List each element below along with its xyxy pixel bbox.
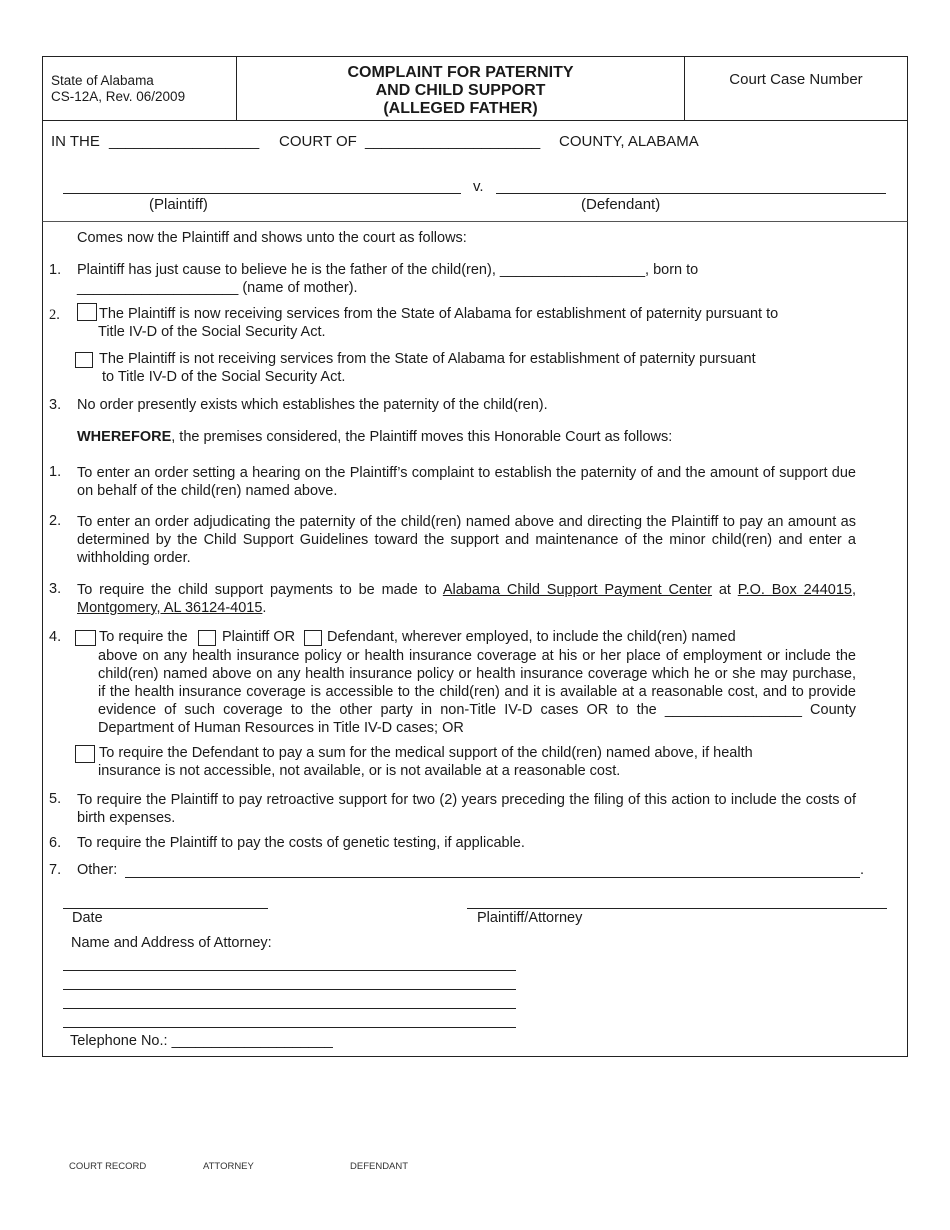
copy-court-record: COURT RECORD <box>69 1161 147 1172</box>
request-4b-line-2: insurance is not accessible, not available, or is not available at a reasonable cost. <box>98 763 621 779</box>
defendant-caption: (Defendant) <box>581 196 661 213</box>
allegation-2-number: 2. <box>49 307 60 323</box>
request-3-at: at <box>711 582 738 598</box>
defendant-option-checkbox[interactable] <box>304 630 322 646</box>
payment-center-address: P.O. Box 244015, Montgomery, AL 36124-4015 <box>77 582 856 616</box>
form-id-cell <box>43 57 237 120</box>
request-1-text: To enter an order setting a hearing on the Plaintiff’s complaint to establish the paternity of and the amount of support due on behalf of the child(ren) named above. <box>77 465 856 499</box>
attorney-address-line-1[interactable] <box>63 970 516 971</box>
not-receiving-services-checkbox[interactable] <box>75 352 93 368</box>
copy-attorney: ATTORNEY <box>203 1161 254 1172</box>
defendant-name-line[interactable] <box>496 193 886 194</box>
medical-support-checkbox[interactable] <box>75 745 95 763</box>
allegation-3-number: 3. <box>49 397 62 413</box>
request-3-text <box>77 581 856 617</box>
request-3-lead: To require the child support payments to be made to <box>77 582 443 598</box>
versus-label: v. <box>473 178 484 195</box>
allegation-2b-line-1: The Plaintiff is not receiving services from the State of Alabama for establishment of paternity pursuant <box>99 351 756 367</box>
date-label: Date <box>72 910 103 926</box>
plaintiff-name-line[interactable] <box>63 193 461 194</box>
request-2-number: 2. <box>49 513 62 529</box>
in-the-label: IN THE <box>51 133 100 150</box>
allegation-1-number: 1. <box>49 262 62 278</box>
allegation-1-line-2[interactable]: ____________________ (name of mother). <box>77 280 358 296</box>
case-number-label[interactable]: Court Case Number <box>729 71 863 88</box>
request-3-end: . <box>262 600 267 616</box>
plaintiff-attorney-label: Plaintiff/Attorney <box>477 910 583 926</box>
title-line-3: (ALLEGED FATHER) <box>383 100 538 117</box>
allegation-3-text: No order presently exists which establishes the paternity of the child(ren). <box>77 397 548 413</box>
request-4-number: 4. <box>49 629 62 645</box>
state-label: State of Alabama <box>51 73 154 88</box>
form-header <box>42 56 908 222</box>
payment-center-link: Alabama Child Support Payment Center <box>442 582 712 598</box>
court-of-label: COURT OF <box>279 133 357 150</box>
date-line[interactable] <box>63 908 268 909</box>
request-1-number: 1. <box>49 464 62 480</box>
county-name-field[interactable]: _____________________ <box>365 133 541 150</box>
form-title <box>237 57 685 120</box>
request-3-number: 3. <box>49 581 62 597</box>
health-insurance-checkbox[interactable] <box>75 630 96 646</box>
signature-line[interactable] <box>467 908 887 909</box>
other-request-line[interactable] <box>125 877 860 878</box>
allegation-1-line-1[interactable]: Plaintiff has just cause to believe he is the father of the child(ren), __________________, born to <box>77 262 699 278</box>
request-7-number: 7. <box>49 862 62 878</box>
allegation-2a-line-2: Title IV-D of the Social Security Act. <box>98 324 326 340</box>
telephone-field[interactable]: Telephone No.: ____________________ <box>70 1033 333 1049</box>
wherefore-bold: WHEREFORE <box>77 429 172 445</box>
form-id: CS-12A, Rev. 06/2009 <box>51 89 186 104</box>
header-title-row <box>43 57 907 121</box>
request-2-text: To enter an order adjudicating the paternity of the child(ren) named above and directing the Plaintiff to pay an amount as determined by the Child Support Guidelines toward the support and maintenance of the minor child(ren) and enter a withholding order. <box>77 514 856 566</box>
wherefore-text: , the premises considered, the Plaintiff moves this Honorable Court as follows: <box>171 429 673 445</box>
request-4-defendant: Defendant, wherever employed, to include the child(ren) named <box>327 629 736 645</box>
request-5-number: 5. <box>49 791 62 807</box>
copy-defendant: DEFENDANT <box>350 1161 409 1172</box>
request-5-text: To require the Plaintiff to pay retroactive support for two (2) years preceding the filing of this action to include the costs of birth expenses. <box>77 792 856 826</box>
allegation-2a-line-1: The Plaintiff is now receiving services from the State of Alabama for establishment of paternity pursuant to <box>99 306 779 322</box>
attorney-address-line-4[interactable] <box>63 1027 516 1028</box>
request-4-to-require: To require the <box>99 629 188 645</box>
plaintiff-caption: (Plaintiff) <box>149 196 208 213</box>
plaintiff-option-checkbox[interactable] <box>198 630 216 646</box>
request-6-number: 6. <box>49 835 62 851</box>
receiving-services-checkbox[interactable] <box>77 303 97 321</box>
attorney-name-address-label: Name and Address of Attorney: <box>71 935 272 951</box>
request-6-text: To require the Plaintiff to pay the costs of genetic testing, if applicable. <box>77 835 525 851</box>
request-4-body: above on any health insurance policy or health insurance coverage at his or her place of employment or include the child(ren) named above on any health insurance policy or health insurance coverage which he or she may purchase, if the health insurance coverage is accessible to the child(ren) and it is available at a reasonable cost, and to provide evidence of such coverage to the other party in non-Title IV-D cases OR to the _________________ County Department of Human Resources in Title IV-D cases; OR <box>98 648 856 736</box>
intro-text: Comes now the Plaintiff and shows unto the court as follows: <box>77 230 467 246</box>
request-7-other-label: Other: <box>77 862 118 878</box>
title-line-1: COMPLAINT FOR PATERNITY <box>347 64 574 81</box>
county-alabama-label: COUNTY, ALABAMA <box>559 133 699 150</box>
title-line-2: AND CHILD SUPPORT <box>375 82 546 99</box>
court-name-field[interactable]: __________________ <box>109 133 260 150</box>
attorney-address-line-2[interactable] <box>63 989 516 990</box>
attorney-address-line-3[interactable] <box>63 1008 516 1009</box>
request-7-period: . <box>860 862 865 878</box>
wherefore-clause <box>77 429 672 445</box>
allegation-2b-line-2: to Title IV-D of the Social Security Act. <box>102 369 346 385</box>
request-4-plaintiff-or: Plaintiff OR <box>222 629 296 645</box>
request-4b-line-1: To require the Defendant to pay a sum for the medical support of the child(ren) named above, if health <box>99 745 753 761</box>
